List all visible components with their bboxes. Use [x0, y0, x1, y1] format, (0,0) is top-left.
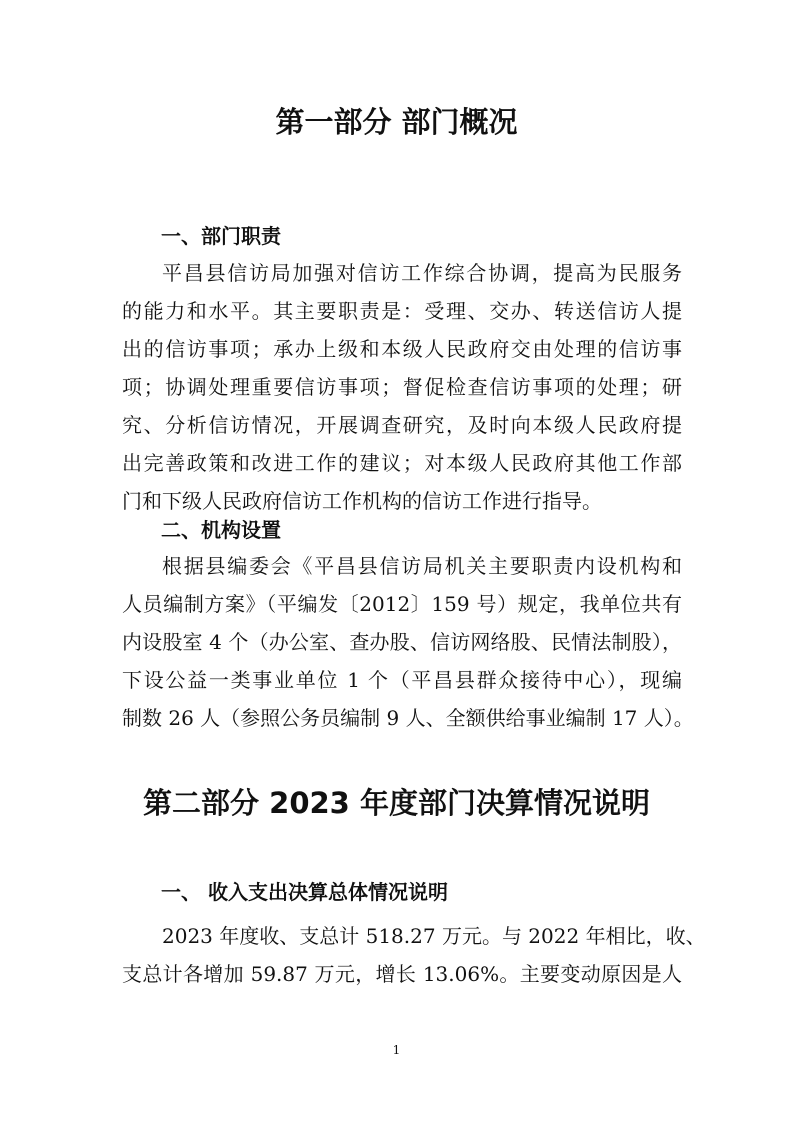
section-heading-budget-overview: 一、 收入支出决算总体情况说明	[161, 880, 448, 904]
paragraph-line: 平昌县信访局加强对信访工作综合协调，提高为民服务	[162, 261, 682, 285]
paragraph-line: 门和下级人民政府信访工作机构的信访工作进行指导。	[122, 489, 602, 513]
paragraph-line: 支总计各增加 59.87 万元，增长 13.06%。主要变动原因是人	[122, 962, 682, 986]
paragraph-budget-overview	[122, 917, 706, 993]
part2-title: 第二部分 2023 年度部门决算情况说明	[143, 786, 650, 820]
section-heading-organization: 二、机构设置	[161, 518, 281, 542]
paragraph-line: 出的信访事项；承办上级和本级人民政府交由处理的信访事	[122, 337, 682, 361]
paragraph-line: 制数 26 人（参照公务员编制 9 人、全额供给事业编制 17 人）。	[122, 706, 694, 730]
paragraph-line: 人员编制方案》（平编发〔2012〕159 号）规定，我单位共有	[122, 592, 682, 616]
paragraph-line: 下设公益一类事业单位 1 个（平昌县群众接待中心），现编	[122, 668, 682, 692]
paragraph-duties	[122, 254, 682, 520]
part1-title: 第一部分 部门概况	[275, 105, 518, 139]
paragraph-line: 究、分析信访情况，开展调查研究，及时向本级人民政府提	[122, 413, 682, 437]
paragraph-line: 的能力和水平。其主要职责是：受理、交办、转送信访人提	[122, 299, 682, 323]
page-number: 1	[392, 1043, 401, 1057]
paragraph-line: 出完善政策和改进工作的建议；对本级人民政府其他工作部	[122, 451, 682, 475]
paragraph-line: 内设股室 4 个（办公室、查办股、信访网络股、民情法制股），	[122, 630, 682, 654]
section-heading-duties: 一、部门职责	[161, 224, 281, 248]
paragraph-line: 项；协调处理重要信访事项；督促检查信访事项的处理；研	[122, 375, 682, 399]
paragraph-organization	[122, 547, 694, 737]
paragraph-line: 根据县编委会《平昌县信访局机关主要职责内设机构和	[162, 554, 682, 578]
paragraph-line: 2023 年度收、支总计 518.27 万元。与 2022 年相比，收、	[162, 924, 706, 948]
